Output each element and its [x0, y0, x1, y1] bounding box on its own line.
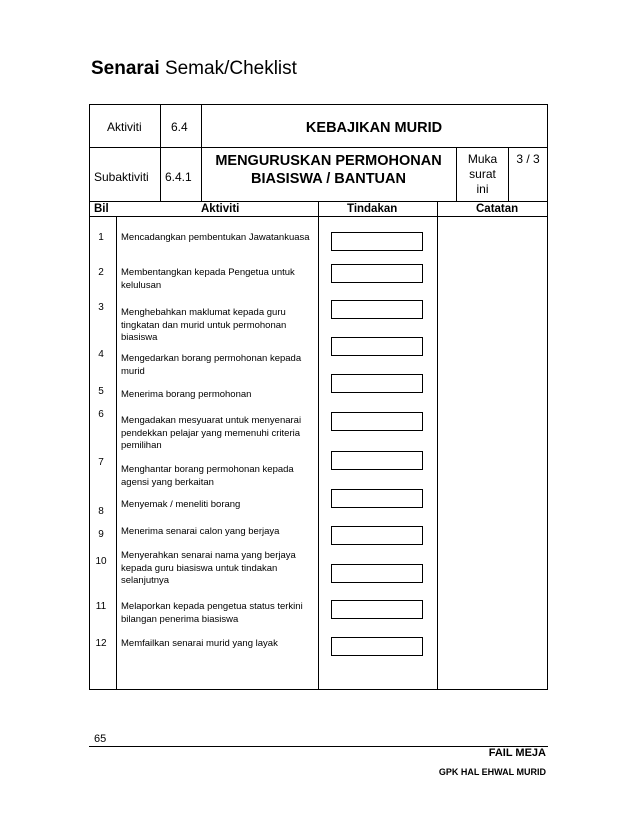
- aktiviti-number: 6.4: [171, 120, 188, 134]
- row-6-checkbox[interactable]: [331, 412, 423, 431]
- page-title: [91, 58, 297, 80]
- row-10-text: Menyerahkan senarai nama yang berjaya kepada guru biasiswa untuk tindakan selanjutnya: [121, 550, 296, 586]
- row-2-text: Membentangkan kepada Pengetua untuk kelulusan: [121, 267, 295, 291]
- row-7-checkbox[interactable]: [331, 451, 423, 470]
- row-8-checkbox[interactable]: [331, 489, 423, 508]
- row-9-text: Menerima senarai calon yang berjaya: [121, 526, 280, 537]
- muka-surat-label: [457, 152, 508, 197]
- row-4-text: Mengedarkan borang permohonan kepada murid: [121, 353, 302, 377]
- row-6-bil: 6: [98, 409, 104, 420]
- fail-meja: FAIL MEJA: [488, 747, 546, 759]
- row-2-checkbox[interactable]: [331, 264, 423, 283]
- row-10-bil: 10: [95, 556, 107, 567]
- muka-line1: Muka: [467, 152, 498, 166]
- row-4-checkbox[interactable]: [331, 337, 423, 356]
- muka-line3: ini: [476, 182, 489, 196]
- row-3-text: Menghebahkan maklumat kepada guru tingkatan dan murid untuk permohonan biasiswa: [121, 307, 287, 343]
- row-12-checkbox[interactable]: [331, 637, 423, 656]
- row-1-bil: 1: [98, 232, 104, 243]
- subaktiviti-label: Subaktiviti: [94, 170, 149, 184]
- aktiviti-title: KEBAJIKAN MURID: [305, 120, 443, 136]
- row-1-text: Mencadangkan pembentukan Jawatankuasa: [121, 232, 310, 243]
- row-5-text: Menerima borang permohonan: [121, 389, 252, 400]
- subaktiviti-number: 6.4.1: [165, 170, 192, 184]
- row-1-checkbox[interactable]: [331, 232, 423, 251]
- col-bil: Bil: [94, 203, 109, 215]
- gpk-label: GPK HAL EHWAL MURID: [438, 767, 546, 777]
- row-8-text: Menyemak / meneliti borang: [121, 499, 241, 510]
- aktiviti-label: Aktiviti: [107, 120, 142, 134]
- row-11-text: Melaporkan kepada pengetua status terkini bilangan penerima biasiswa: [121, 601, 303, 625]
- row-11-bil: 11: [95, 601, 107, 612]
- row-3-checkbox[interactable]: [331, 300, 423, 319]
- page-of: 3 / 3: [516, 152, 540, 166]
- col-tindakan: Tindakan: [347, 203, 398, 215]
- page-number: 65: [94, 733, 107, 745]
- row-5-checkbox[interactable]: [331, 374, 423, 393]
- col-catatan: Catatan: [476, 203, 519, 215]
- row-10-checkbox[interactable]: [331, 564, 423, 583]
- muka-line2: surat: [469, 167, 496, 181]
- row-9-checkbox[interactable]: [331, 526, 423, 545]
- row-6-text: Mengadakan mesyuarat untuk menyenarai pendekkan pelajar yang memenuhi criteria pemilihan: [121, 415, 302, 452]
- footer-divider: [89, 746, 548, 747]
- title-bold: Senarai: [91, 58, 160, 79]
- row-12-bil: 12: [95, 638, 107, 649]
- subaktiviti-title-line2: BIASISWA / BANTUAN: [251, 171, 406, 187]
- subaktiviti-title-line1: MENGURUSKAN PERMOHONAN: [215, 153, 442, 169]
- row-11-checkbox[interactable]: [331, 600, 423, 619]
- subaktiviti-title: [201, 152, 456, 188]
- row-5-bil: 5: [98, 386, 104, 397]
- row-12-text: Memfailkan senarai murid yang layak: [121, 638, 278, 649]
- row-3-bil: 3: [98, 302, 104, 313]
- row-9-bil: 9: [98, 529, 104, 540]
- title-rest: Semak/Cheklist: [164, 58, 297, 79]
- row-8-bil: 8: [98, 506, 104, 517]
- row-7-text: Menghantar borang permohonan kepada agensi yang berkaitan: [121, 464, 294, 488]
- row-2-bil: 2: [98, 267, 104, 278]
- row-4-bil: 4: [98, 349, 104, 360]
- col-aktiviti: Aktiviti: [201, 203, 240, 215]
- row-7-bil: 7: [98, 457, 104, 468]
